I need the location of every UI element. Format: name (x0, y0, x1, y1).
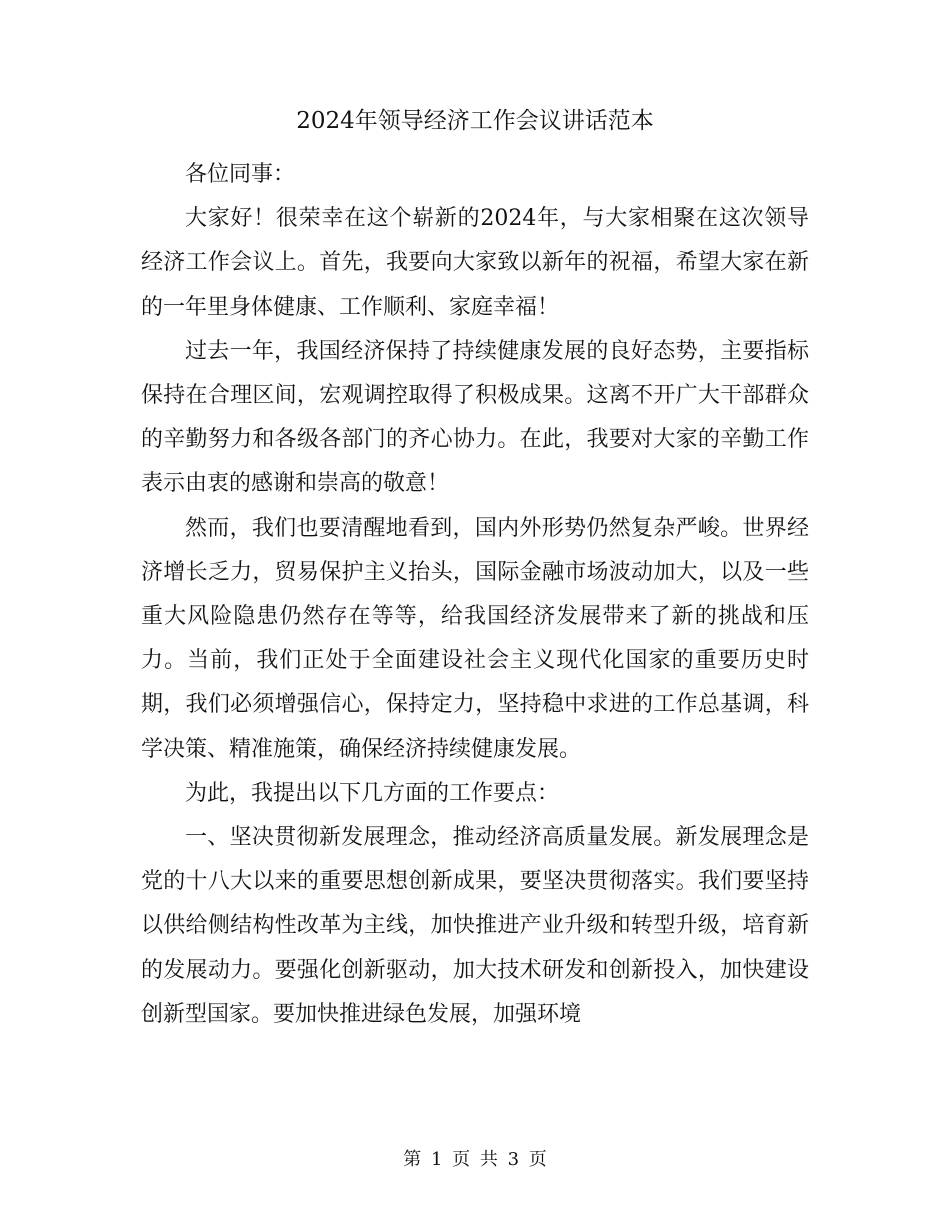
paragraph-review: 过去一年，我国经济保持了持续健康发展的良好态势，主要指标保持在合理区间，宏观调控取得了积极成果。这离不开广大干部群众的辛勤努力和各级各部门的齐心协力。在此，我要对大家的辛勤工作表示由衷的感谢和崇高的敬意！ (141, 338, 809, 497)
page-number-footer: 第 1 页 共 3 页 (403, 1149, 547, 1170)
document-title: 2024年领导经济工作会议讲话范本 (296, 108, 654, 134)
paragraph-challenges: 然而，我们也要清醒地看到，国内外形势仍然复杂严峻。世界经济增长乏力，贸易保护主义抬头，国际金融市场波动加大，以及一些重大风险隐患仍然存在等等，给我国经济发展带来了新的挑战和压力。当前，我们正处于全面建设社会主义现代化国家的重要历史时期，我们必须增强信心，保持定力，坚持稳中求进的工作总基调，科学决策、精准施策，确保经济持续健康发展。 (141, 515, 809, 762)
paragraph-opening: 大家好！很荣幸在这个崭新的2024年，与大家相聚在这次领导经济工作会议上。首先，我要向大家致以新年的祝福，希望大家在新的一年里身体健康、工作顺利、家庭幸福！ (141, 206, 809, 320)
paragraph-point-one: 一、坚决贯彻新发展理念，推动经济高质量发展。新发展理念是党的十八大以来的重要思想创新成果，要坚决贯彻落实。我们要坚持以供给侧结构性改革为主线，加快推进产业升级和转型升级，培育新的发展动力。要强化创新驱动，加大技术研发和创新投入，加快建设创新型国家。要加快推进绿色发展，加强环境 (141, 825, 809, 1027)
paragraph-greeting: 各位同事： (185, 162, 296, 187)
paragraph-work-points-intro: 为此，我提出以下几方面的工作要点： (185, 780, 560, 806)
document-body (141, 153, 809, 1037)
